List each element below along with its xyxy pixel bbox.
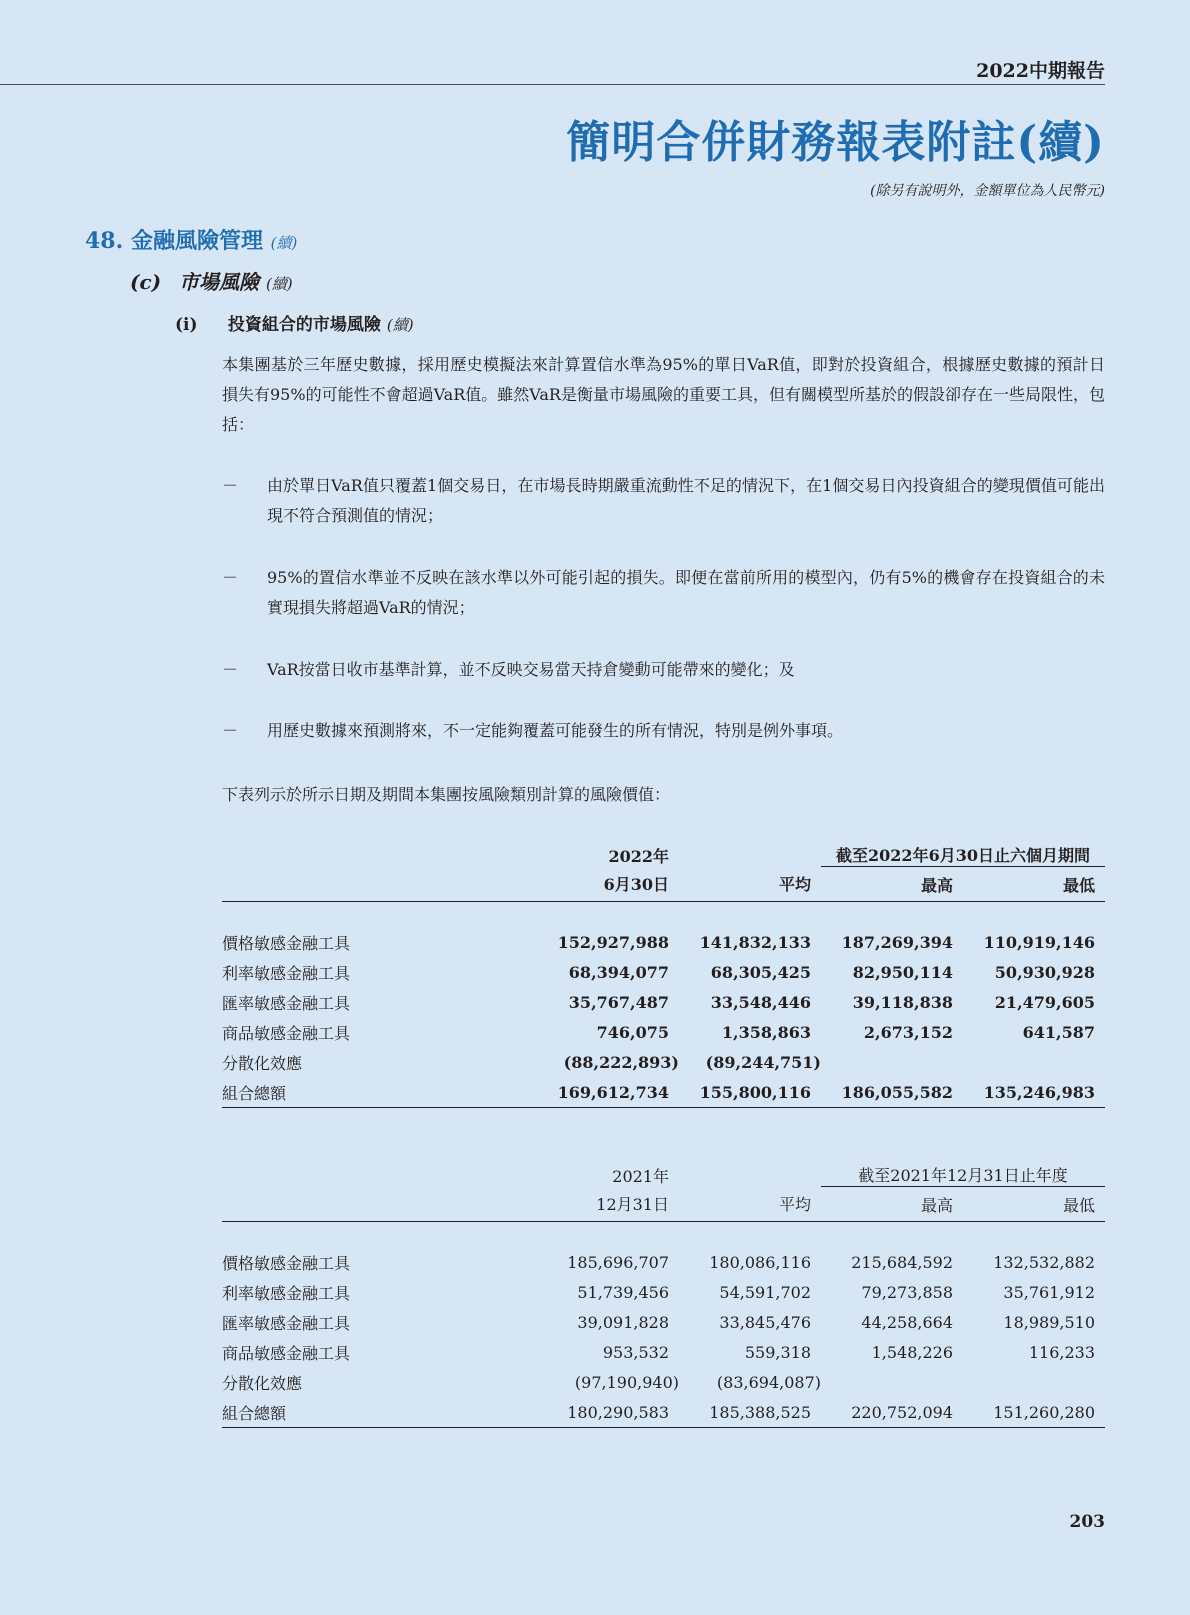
cell-value: 35,767,487 bbox=[568, 992, 669, 1012]
cell-value bbox=[963, 1047, 1105, 1077]
report-title: 2022中期報告 bbox=[976, 60, 1105, 82]
row-label: 利率敏感金融工具 bbox=[222, 963, 351, 983]
row-label: 商品敏感金融工具 bbox=[222, 1343, 351, 1363]
row-label: 分散化效應 bbox=[222, 1053, 303, 1073]
table-row bbox=[222, 1077, 1105, 1108]
cell-value: 141,832,133 bbox=[699, 932, 811, 952]
cell-value: 21,479,605 bbox=[994, 992, 1095, 1012]
cell-value: 1,358,863 bbox=[721, 1022, 811, 1042]
period-header: 截至2022年6月30日止六個月期間 bbox=[821, 838, 1105, 867]
table-row bbox=[222, 1397, 1105, 1428]
section-cont: (續) bbox=[270, 234, 298, 252]
cell-value: 180,290,583 bbox=[537, 1397, 679, 1428]
cell-value bbox=[821, 1367, 963, 1397]
col-average: 平均 bbox=[679, 867, 821, 902]
cell-value: (89,244,751) bbox=[705, 1052, 821, 1072]
cell-value: 110,919,146 bbox=[983, 932, 1095, 952]
bullet-item bbox=[222, 655, 1105, 685]
table-row bbox=[222, 1367, 1105, 1397]
cell-value: 151,260,280 bbox=[963, 1397, 1105, 1428]
bullet-text: 用歷史數據來預測將來，不一定能夠覆蓋可能發生的所有情況，特別是例外事項。 bbox=[267, 721, 844, 740]
cell-value: 641,587 bbox=[1022, 1022, 1095, 1042]
table-row bbox=[222, 1277, 1105, 1307]
bullet-dash: － bbox=[222, 476, 239, 495]
bullet-dash: － bbox=[222, 721, 239, 740]
bullet-item bbox=[222, 471, 1105, 531]
table-row bbox=[222, 1247, 1105, 1277]
cell-value: (97,190,940) bbox=[574, 1372, 679, 1392]
subsection-heading bbox=[130, 266, 293, 295]
table-row bbox=[222, 987, 1105, 1017]
cell-value: 559,318 bbox=[744, 1342, 811, 1362]
table-row bbox=[222, 957, 1105, 987]
bullet-text: 95%的置信水準並不反映在該水準以外可能引起的損失。即便在當前所用的模型內，仍有5%的機會存在投資組合的未實現損失將超過VaR的情況； bbox=[267, 568, 1105, 617]
cell-value: 185,696,707 bbox=[567, 1252, 669, 1272]
row-label: 利率敏感金融工具 bbox=[222, 1283, 351, 1303]
page-number: 203 bbox=[1069, 1512, 1105, 1532]
col-date-year: 2021年 bbox=[612, 1166, 669, 1186]
cell-value: 953,532 bbox=[602, 1342, 669, 1362]
cell-value: 135,246,983 bbox=[963, 1077, 1105, 1108]
cell-value: 155,800,116 bbox=[679, 1077, 821, 1108]
table-row bbox=[222, 1307, 1105, 1337]
cell-value: 44,258,664 bbox=[861, 1312, 953, 1332]
cell-value: 68,394,077 bbox=[568, 962, 669, 982]
cell-value: 39,118,838 bbox=[852, 992, 953, 1012]
row-label: 組合總額 bbox=[222, 1397, 537, 1428]
table-row bbox=[222, 1017, 1105, 1047]
cell-value: 50,930,928 bbox=[994, 962, 1095, 982]
cell-value bbox=[821, 1047, 963, 1077]
row-label: 匯率敏感金融工具 bbox=[222, 993, 351, 1013]
col-date-day: 12月31日 bbox=[537, 1187, 679, 1222]
var-table-2022 bbox=[222, 838, 1105, 1108]
cell-value: 152,927,988 bbox=[557, 932, 669, 952]
subsubsection-cont: (續) bbox=[386, 316, 414, 334]
cell-value: 51,739,456 bbox=[577, 1282, 669, 1302]
cell-value: 35,761,912 bbox=[1003, 1282, 1095, 1302]
bullet-item bbox=[222, 563, 1105, 623]
intro-paragraph: 本集團基於三年歷史數據，採用歷史模擬法來計算置信水準為95%的單日VaR值，即對於投資組合，根據歷史數據的預計日損失有95%的可能性不會超過VaR值。雖然VaR是衡量市場風險的重要工具，但有關模型所基於的假設卻存在一些局限性，包括： bbox=[222, 355, 1105, 434]
cell-value: 746,075 bbox=[596, 1022, 669, 1042]
col-low: 最低 bbox=[963, 1187, 1105, 1222]
subsubsection-title: 投資組合的市場風險 bbox=[227, 315, 381, 335]
var-table-2021 bbox=[222, 1158, 1105, 1428]
section-number: 48. bbox=[85, 228, 124, 254]
row-label: 價格敏感金融工具 bbox=[222, 1253, 351, 1273]
bullet-dash: － bbox=[222, 568, 239, 587]
table-row bbox=[222, 1337, 1105, 1367]
cell-value: 18,989,510 bbox=[1003, 1312, 1095, 1332]
bullet-dash: － bbox=[222, 660, 239, 679]
subsubsection-heading bbox=[175, 310, 414, 335]
row-label: 價格敏感金融工具 bbox=[222, 933, 351, 953]
cell-value: 33,845,476 bbox=[719, 1312, 811, 1332]
cell-value: 215,684,592 bbox=[851, 1252, 953, 1272]
col-average: 平均 bbox=[679, 1187, 821, 1222]
row-label: 組合總額 bbox=[222, 1077, 537, 1108]
cell-value: 2,673,152 bbox=[863, 1022, 953, 1042]
cell-value: 68,305,425 bbox=[710, 962, 811, 982]
row-label: 分散化效應 bbox=[222, 1373, 303, 1393]
cell-value: 185,388,525 bbox=[679, 1397, 821, 1428]
section-heading bbox=[85, 224, 297, 255]
row-label: 匯率敏感金融工具 bbox=[222, 1313, 351, 1333]
col-low: 最低 bbox=[963, 867, 1105, 902]
cell-value: 132,532,882 bbox=[993, 1252, 1095, 1272]
subsection-cont: (續) bbox=[265, 275, 293, 293]
col-high: 最高 bbox=[821, 867, 963, 902]
cell-value: 116,233 bbox=[1028, 1342, 1095, 1362]
cell-value: 180,086,116 bbox=[709, 1252, 811, 1272]
page-title: 簡明合併財務報表附註(續) bbox=[566, 117, 1105, 168]
bullet-item bbox=[222, 716, 1105, 746]
table-row bbox=[222, 927, 1105, 957]
cell-value: 54,591,702 bbox=[719, 1282, 811, 1302]
table-row bbox=[222, 1047, 1105, 1077]
cell-value: 187,269,394 bbox=[841, 932, 953, 952]
bullet-text: 由於單日VaR值只覆蓋1個交易日，在市場長時期嚴重流動性不足的情況下，在1個交易日內投資組合的變現價值可能出現不符合預測值的情況； bbox=[267, 476, 1105, 525]
cell-value: 39,091,828 bbox=[577, 1312, 669, 1332]
cell-value: (88,222,893) bbox=[563, 1052, 679, 1072]
bullet-text: VaR按當日收市基準計算，並不反映交易當天持倉變動可能帶來的變化；及 bbox=[267, 660, 795, 679]
period-header: 截至2021年12月31日止年度 bbox=[821, 1158, 1105, 1187]
cell-value: 220,752,094 bbox=[821, 1397, 963, 1428]
cell-value bbox=[963, 1367, 1105, 1397]
section-title: 金融風險管理 bbox=[130, 228, 263, 254]
subsection-label: (c) bbox=[130, 270, 162, 294]
subsection-title: 市場風險 bbox=[178, 270, 259, 294]
header-divider bbox=[0, 84, 1105, 85]
currency-note: (除另有說明外，金額單位為人民幣元) bbox=[870, 183, 1105, 199]
cell-value: 82,950,114 bbox=[852, 962, 953, 982]
cell-value: 186,055,582 bbox=[821, 1077, 963, 1108]
cell-value: 33,548,446 bbox=[710, 992, 811, 1012]
cell-value: (83,694,087) bbox=[716, 1372, 821, 1392]
subsubsection-label: (i) bbox=[175, 315, 198, 335]
col-date-day: 6月30日 bbox=[537, 867, 679, 902]
col-date-year: 2022年 bbox=[608, 846, 669, 866]
cell-value: 1,548,226 bbox=[871, 1342, 953, 1362]
table-intro: 下表列示於所示日期及期間本集團按風險類別計算的風險價值： bbox=[222, 785, 671, 804]
row-label: 商品敏感金融工具 bbox=[222, 1023, 351, 1043]
cell-value: 169,612,734 bbox=[537, 1077, 679, 1108]
col-high: 最高 bbox=[821, 1187, 963, 1222]
cell-value: 79,273,858 bbox=[861, 1282, 953, 1302]
